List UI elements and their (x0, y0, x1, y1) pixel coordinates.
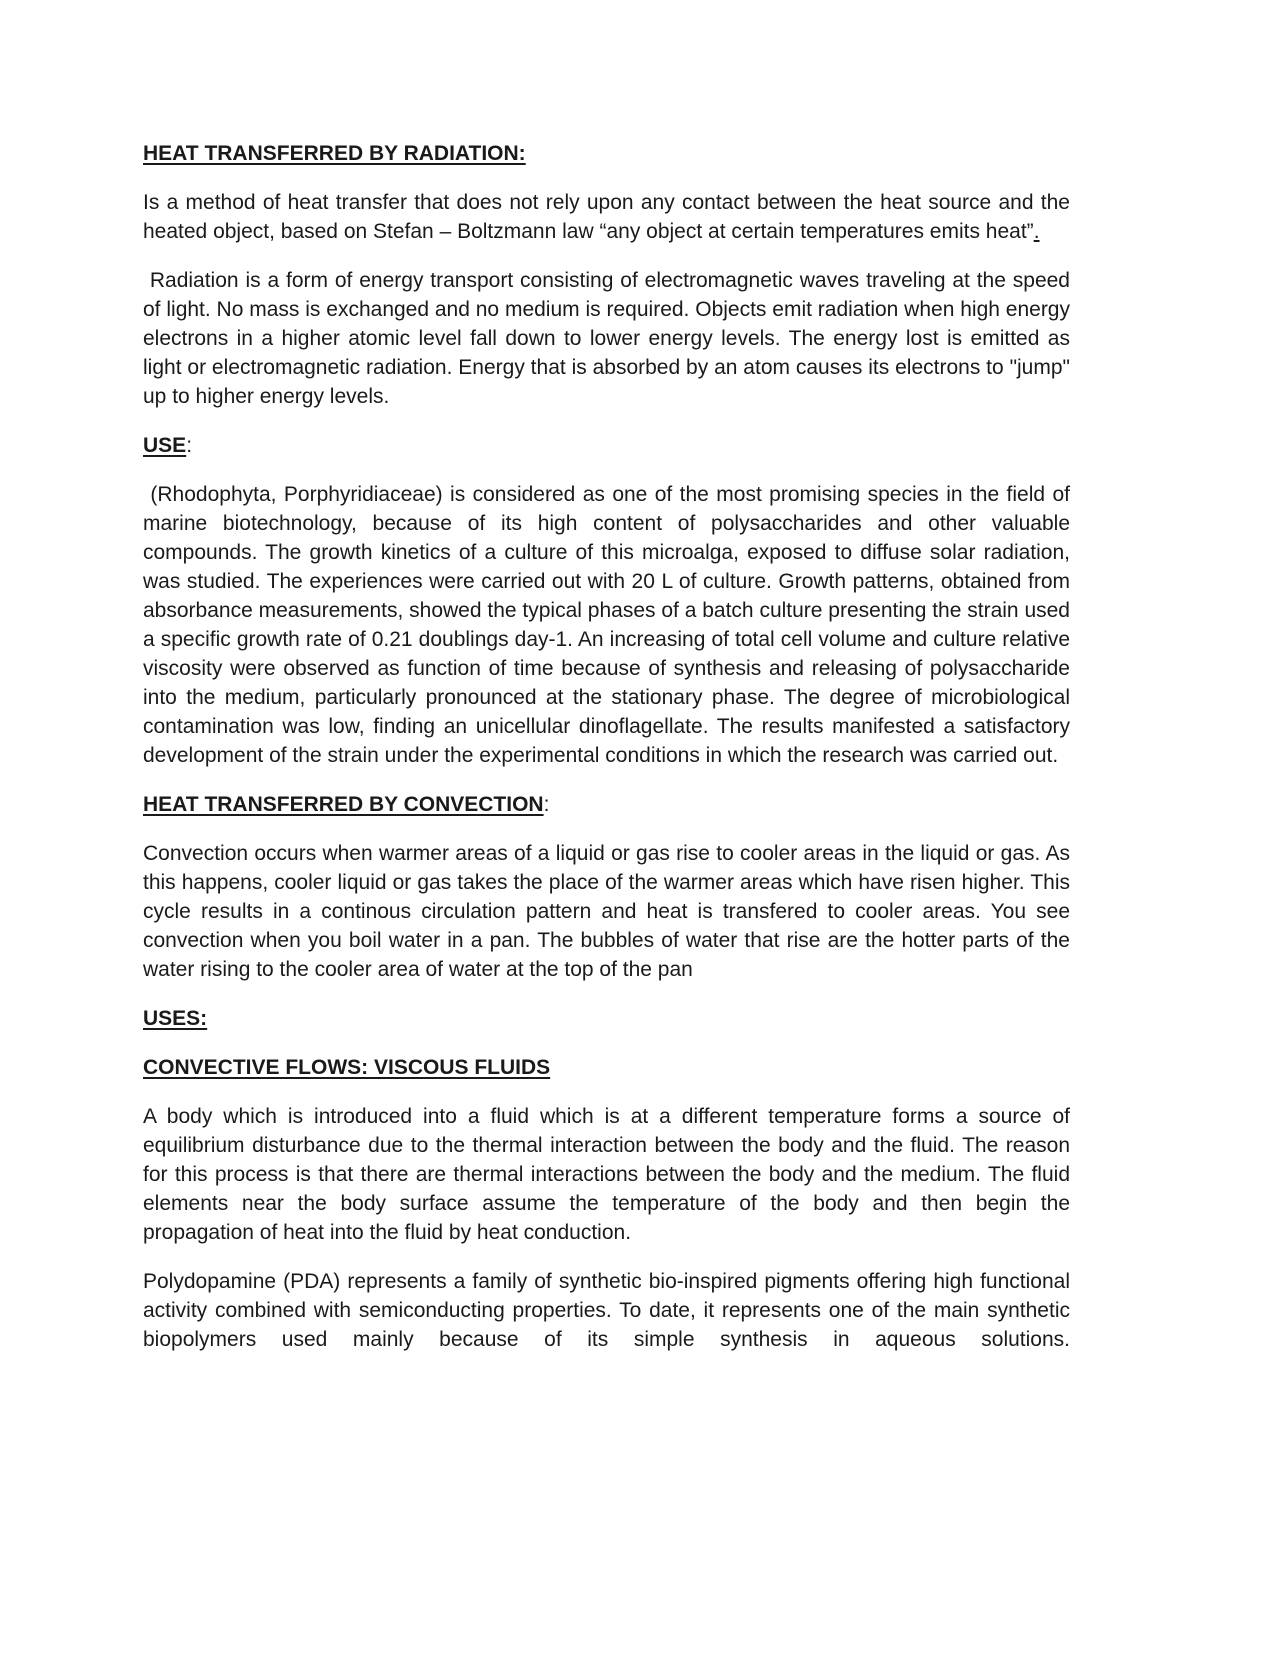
heading-uses-text: USES: (143, 1007, 208, 1030)
document-page (143, 139, 1070, 1374)
radiation-definition-text: Is a method of heat transfer that does not rely upon any contact between the heat source and the heated object, based on Stefan – Boltzmann law “any object at certain temperatures emits heat” (143, 191, 1070, 243)
heading-uses (143, 1004, 1070, 1033)
use-paragraph: (Rhodophyta, Porphyridiaceae) is considered as one of the most promising species in the field of marine biotechnology, because of its high content of polysaccharides and other valuable compounds. The growth kinetics of a culture of this microalga, exposed to diffuse solar radiation, was studied. The experiences were carried out with 20 L of culture. Growth patterns, obtained from absorbance measurements, showed the typical phases of a batch culture presenting the strain used a specific growth rate of 0.21 doublings day-1. An increasing of total cell volume and culture relative viscosity were observed as function of time because of synthesis and releasing of polysaccharide into the medium, particularly pronounced at the stationary phase. The degree of microbiological contamination was low, finding an unicellular dinoflagellate. The results manifested a satisfactory development of the strain under the experimental conditions in which the research was carried out. (143, 483, 1070, 767)
heading-use-text: USE (143, 434, 187, 457)
convection-paragraph: Convection occurs when warmer areas of a liquid or gas rise to cooler areas in the liquid or gas. As this happens, cooler liquid or gas takes the place of the warmer areas which have risen higher. This cycle results in a continous circulation pattern and heat is transfered to cooler areas. You see convection when you boil water in a pan. The bubbles of water that rise are the hotter parts of the water rising to the cooler area of water at the top of the pan (143, 842, 1070, 981)
polydopamine-paragraph: Polydopamine (PDA) represents a family of synthetic bio-inspired pigments offering high functional activity combined with semiconducting properties. To date, it represents one of the main synthetic biopolymers used mainly because of its simple synthesis in aqueous solutions. (143, 1270, 1070, 1351)
heading-convection-colon: : (543, 793, 550, 816)
heading-convection-text: HEAT TRANSFERRED BY CONVECTION (143, 793, 544, 816)
radiation-definition-paragraph (143, 188, 1070, 246)
heading-viscous-fluids-text: CONVECTIVE FLOWS: VISCOUS FLUIDS (143, 1056, 551, 1079)
radiation-definition-end: . (1033, 220, 1040, 243)
heading-convection (143, 790, 1070, 819)
heading-viscous-fluids (143, 1053, 1070, 1082)
radiation-description-paragraph: Radiation is a form of energy transport consisting of electromagnetic waves traveling at the speed of light. No mass is exchanged and no medium is required. Objects emit radiation when high energy electrons in a higher atomic level fall down to lower energy levels. The energy lost is emitted as light or electromagnetic radiation. Energy that is absorbed by an atom causes its electrons to "jump" up to higher energy levels. (143, 269, 1070, 408)
heading-use-colon: : (186, 434, 193, 457)
heading-radiation-text: HEAT TRANSFERRED BY RADIATION: (143, 142, 526, 165)
viscous-fluids-paragraph: A body which is introduced into a fluid which is at a different temperature forms a source of equilibrium disturbance due to the thermal interaction between the body and the fluid. The reason for this process is that there are thermal interactions between the body and the medium. The fluid elements near the body surface assume the temperature of the body and then begin the propagation of heat into the fluid by heat conduction. (143, 1105, 1070, 1244)
heading-radiation (143, 139, 1070, 168)
heading-use (143, 431, 1070, 460)
